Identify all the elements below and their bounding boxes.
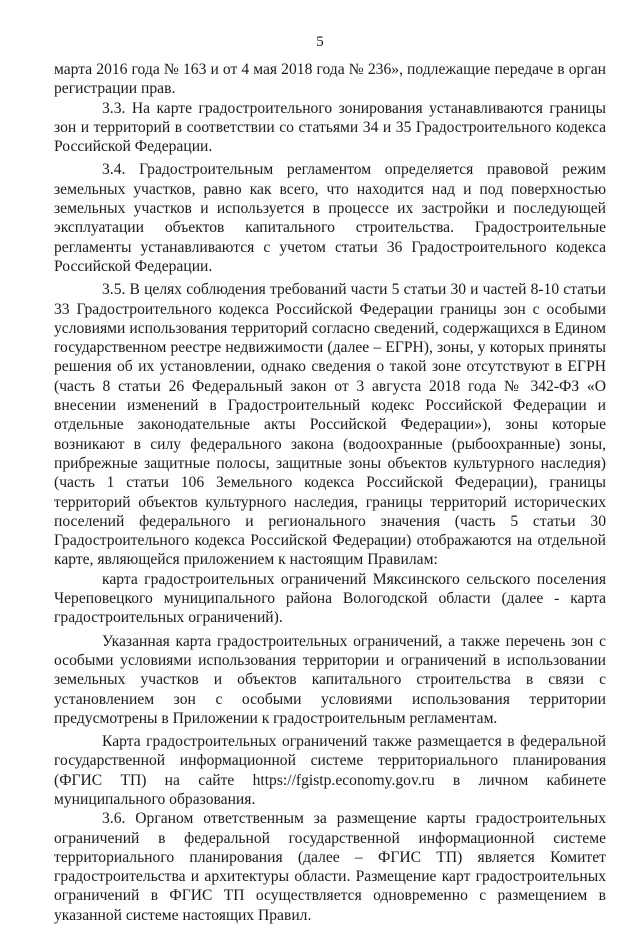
page-number: 5: [316, 34, 324, 50]
document-body: [54, 60, 606, 925]
paragraph-3-5: 3.5. В целях соблюдения требований части 5 статьи 30 и частей 8-10 статьи 33 Градостроительного кодекса Российской Федерации границы зон с особыми условиями использования территорий согласно сведений, содержащихся в Едином государственном реестре недвижимости (далее – ЕГРН), зоны, у которых приняты решения об их установлении, однако сведения о такой зоне отсутствуют в ЕГРН (часть 8 статьи 26 Федеральный закон от 3 августа 2018 года № 342-ФЗ «О внесении изменений в Градостроительный кодекс Российской Федерации и отдельные законодательные акты Российской Федерации»), зоны которые возникают в силу федерального закона (водоохранные (рыбоохранные) зоны, прибрежные защитные полосы, защитные зоны объектов культурного наследия) (часть 1 статьи 106 Земельного кодекса Российской Федерации), границы территорий объектов культурного наследия, границы территорий исторических поселений федерального и регионального значения (часть 5 статьи 30 Градостроительного кодекса Российской Федерации) отображаются на отдельной карте, являющейся приложением к настоящим Правилам:: [54, 281, 606, 569]
paragraph-map-annex: Указанная карта градостроительных ограничений, а также перечень зон с особыми условиями использования территории и ограничений в использовании земельных участков и объектов капитального строительства в связи с установлением зон с особыми условиями использования территории предусмотрены в Приложении к градостроительным регламентам.: [54, 632, 606, 727]
paragraph-3-6: 3.6. Органом ответственным за размещение карты градостроительных ограничений в федеральной государственной информационной системе территориального планирования (далее – ФГИС ТП) является Комитет градостроительства и архитектуры области. Размещение карт градостроительных ограничений в ФГИС ТП осуществляется одновременно с размещением в указанной системе настоящих Правил.: [54, 810, 606, 924]
paragraph-3-3: 3.3. На карте градостроительного зонирования устанавливаются границы зон и территорий в соответствии со статьями 34 и 35 Градостроительного кодекса Российской Федерации.: [54, 99, 606, 156]
paragraph-3-4: 3.4. Градостроительным регламентом определяется правовой режим земельных участков, равно как всего, что находится над и под поверхностью земельных участков и используется в процессе их застройки и последующей эксплуатации объектов капитального строительства. Градостроительные регламенты устанавливаются с учетом статьи 36 Градостроительного кодекса Российской Федерации.: [54, 161, 606, 275]
paragraph-continuation: марта 2016 года № 163 и от 4 мая 2018 года № 236», подлежащие передаче в орган регистрации прав.: [54, 61, 606, 98]
paragraph-map-item: карта градостроительных ограничений Мяксинского сельского поселения Череповецкого муниципального района Вологодской области (далее - карта градостроительных ограничений).: [54, 570, 606, 627]
paragraph-fgis-placement: Карта градостроительных ограничений также размещается в федеральной государственной информационной системе территориального планирования (ФГИС ТП) на сайте https://fgistp.economy.gov.ru в личном кабинете муниципального образования.: [54, 733, 606, 808]
